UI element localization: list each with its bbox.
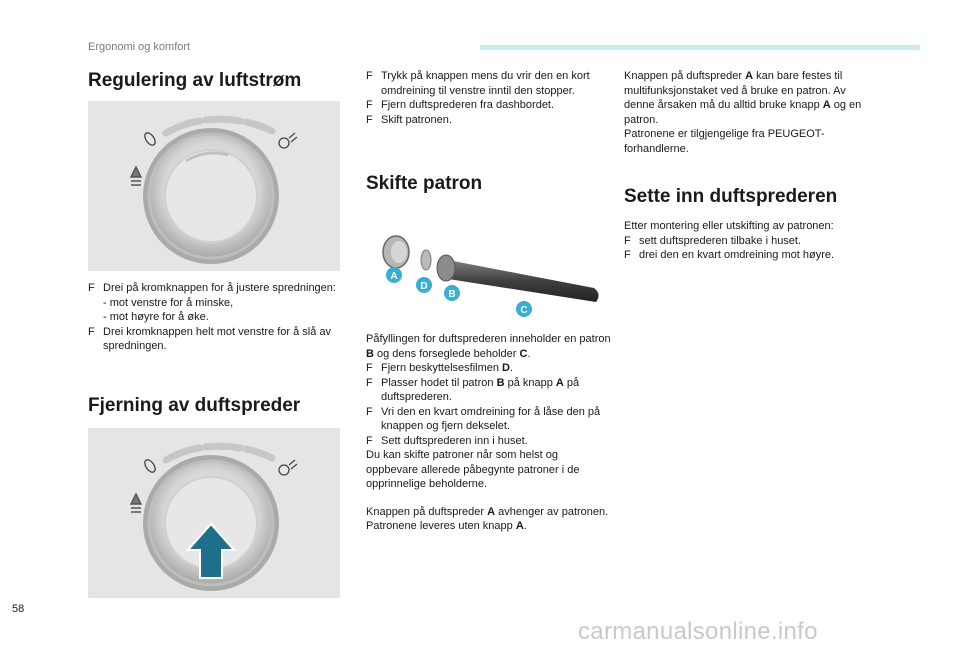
intro-paragraph: Påfyllingen for duftsprederen inneholder en patron B og dens forseglede beholder C. [366,333,611,360]
availability-paragraph: Patronene er tilgjengelige fra PEUGEOT-forhandlerne. [624,128,825,155]
bullet-item: F Trykk på knappen mens du vrir den en kort omdreining til venstre inntil den stopper. [366,69,611,98]
sub-item: - mot høyre for å øke. [103,311,209,323]
label-b-marker [444,285,460,301]
bullet-item: F Fjern duftsprederen fra dashbordet. [366,98,611,113]
removal-steps [366,69,611,127]
heading-airflow: Regulering av luftstrøm [88,70,302,91]
heading-removal: Fjerning av duftspreder [88,395,301,416]
label-a-marker [386,267,402,283]
watermark: carmanualsonline.info [578,618,818,645]
page-number: 58 [12,603,25,615]
insert-instructions [624,219,870,263]
button-info-paragraph: Knappen på duftspreder A kan bare festes til multifunksjonstaket ved å bruke en patron. Av denne årsaken må du alltid bruke knapp A og en patron. [624,70,862,126]
knob-illustration-1 [88,101,340,271]
bullet-item: F Sett duftsprederen inn i huset. [366,434,611,449]
airflow-instructions [88,281,340,354]
knob-illustration-2 [88,428,340,598]
bullet-item: F sett duftsprederen tilbake i huset. [624,234,870,249]
bullet-item: F Vri den en kvart omdreining for å låse den på knappen og fjern dekselet. [366,405,611,434]
heading-change-cartridge: Skifte patron [366,173,483,194]
bullet-item: F drei den en kvart omdreining mot høyre. [624,248,870,263]
button-note-paragraph: Knappen på duftspreder A avhenger av patronen. Patronene leveres uten knapp A. [366,505,609,532]
sub-item: - mot venstre for å minske, [103,296,234,309]
bullet-item: F Plasser hodet til patron B på knapp A på duftsprederen. [366,376,611,405]
section-header: Ergonomi og komfort [88,41,191,53]
header-accent-bar [480,45,920,50]
col3-text [624,69,870,156]
change-cartridge-text [366,332,611,534]
heading-insert: Sette inn duftsprederen [624,186,838,207]
bullet-item: F Drei på kromknappen for å justere spredningen: [88,281,340,296]
label-a: A [390,271,398,282]
label-d: D [420,281,428,292]
label-c-marker [516,301,532,317]
tail-paragraph: Du kan skifte patroner når som helst og oppbevare allerede påbegynte patroner i de opprinnelige beholderne. [366,449,580,490]
bullet-item: F Drei kromknappen helt mot venstre for å slå av spredningen. [88,325,340,354]
label-c: C [520,305,528,316]
insert-intro: Etter montering eller utskifting av patronen: [624,220,834,232]
bullet-item: F Fjern beskyttelsesfilmen D. [366,361,611,376]
bullet-item: F Skift patronen. [366,113,611,128]
label-b: B [448,289,456,300]
label-d-marker [416,277,432,293]
cartridge-illustration [366,222,611,322]
